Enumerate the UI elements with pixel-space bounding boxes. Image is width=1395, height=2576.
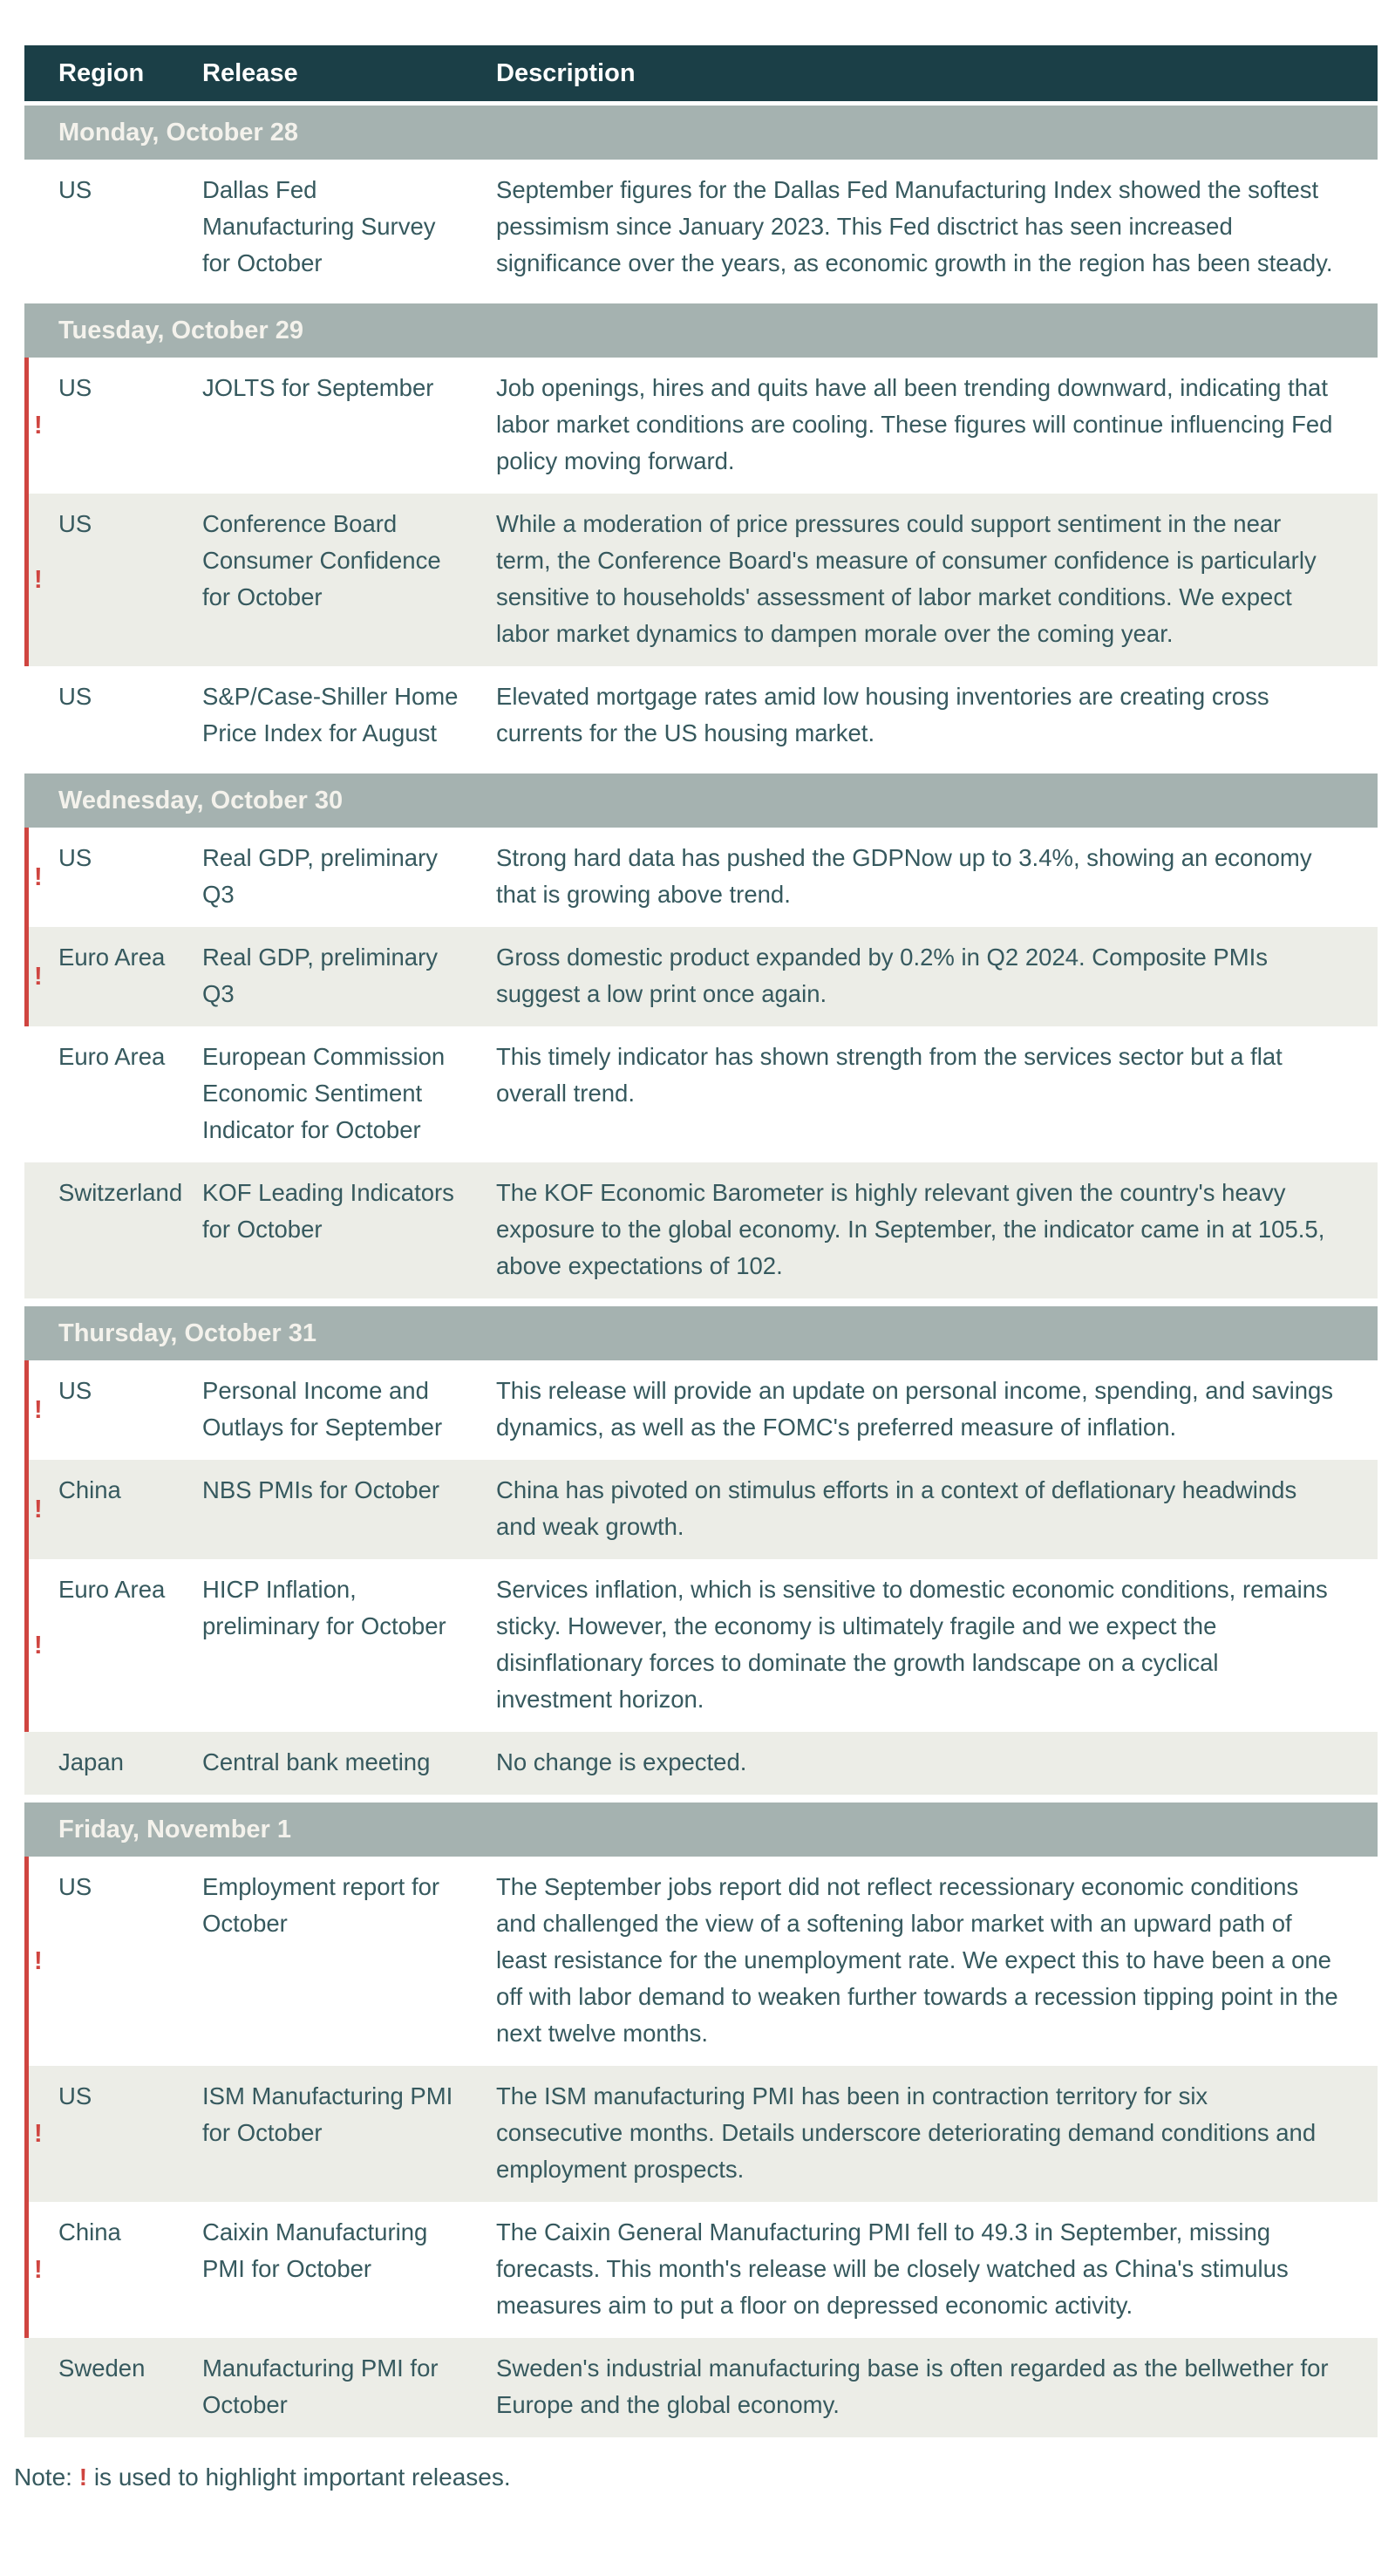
row-region: Japan bbox=[58, 1748, 124, 1775]
section-rows bbox=[24, 1857, 1378, 2437]
row-region: Sweden bbox=[58, 2355, 146, 2382]
row-description: The Caixin General Manufacturing PMI fell to 49.3 in September, missing forecasts. This month's release will be closely watched as China's stimulus measures aim to put a floor on depressed economic activity. bbox=[496, 2218, 1289, 2319]
important-marker: ! bbox=[34, 2256, 43, 2284]
row-description: Sweden's industrial manufacturing base is often regarded as the bellwether for Europe and the global economy. bbox=[496, 2355, 1329, 2418]
row-release: HICP Inflation, preliminary for October bbox=[202, 1576, 446, 1639]
column-header-region: Region bbox=[58, 59, 145, 87]
row-region: Euro Area bbox=[58, 944, 166, 971]
row-description: China has pivoted on stimulus efforts in a context of deflationary headwinds and weak growth. bbox=[496, 1476, 1297, 1540]
row-release: S&P/Case-Shiller Home Price Index for August bbox=[202, 683, 459, 746]
row-region: China bbox=[58, 1476, 121, 1503]
row-region: US bbox=[58, 1873, 92, 1900]
row-region: US bbox=[58, 510, 92, 537]
row-description: While a moderation of price pressures could support sentiment in the near term, the Conference Board's measure of consumer confidence is particularly sensitive to households' assessment of labor market conditions. We expect labor market dynamics to dampen morale over the coming year. bbox=[496, 510, 1317, 647]
important-marker-legend: ! bbox=[78, 2464, 88, 2491]
row-description: Services inflation, which is sensitive to domestic economic conditions, remains sticky. However, the economy is ultimately fragile and we expect the disinflationary forces to dominate the growth landscape on a cyclical investment horizon. bbox=[496, 1576, 1328, 1713]
table-row bbox=[24, 2202, 1378, 2338]
row-description: Job openings, hires and quits have all been trending downward, indicating that labor market conditions are cooling. These figures will continue influencing Fed policy moving forward. bbox=[496, 374, 1333, 474]
row-release: Caixin Manufacturing PMI for October bbox=[202, 2218, 428, 2282]
table-header bbox=[24, 45, 1378, 101]
day-section bbox=[24, 773, 1378, 1298]
row-description: September figures for the Dallas Fed Manufacturing Index showed the softest pessimism since January 2023. This Fed disctrict has seen increased significance over the years, as economic growth in the region has been steady. bbox=[496, 176, 1333, 276]
table-row bbox=[24, 1360, 1378, 1460]
row-release: Real GDP, preliminary Q3 bbox=[202, 844, 439, 908]
row-region: Switzerland bbox=[58, 1179, 183, 1206]
row-release: European Commission Economic Sentiment Indicator for October bbox=[202, 1043, 446, 1143]
day-header: Monday, October 28 bbox=[24, 106, 1378, 160]
important-marker: ! bbox=[34, 412, 43, 440]
table-row bbox=[24, 1026, 1378, 1162]
day-section bbox=[24, 106, 1378, 296]
row-release: NBS PMIs for October bbox=[202, 1476, 440, 1503]
table-row bbox=[24, 2338, 1378, 2437]
row-region: US bbox=[58, 2082, 92, 2109]
row-region: China bbox=[58, 2218, 121, 2245]
table-row bbox=[24, 666, 1378, 766]
table-row bbox=[24, 494, 1378, 666]
row-release: Central bank meeting bbox=[202, 1748, 431, 1775]
calendar-table bbox=[24, 45, 1378, 2437]
day-header: Tuesday, October 29 bbox=[24, 303, 1378, 358]
table-row bbox=[24, 1162, 1378, 1298]
section-rows bbox=[24, 828, 1378, 1298]
row-release: Conference Board Consumer Confidence for October bbox=[202, 510, 441, 610]
row-description: Gross domestic product expanded by 0.2% in Q2 2024. Composite PMIs suggest a low print once again. bbox=[496, 944, 1269, 1007]
row-release: JOLTS for September bbox=[202, 374, 434, 401]
row-release: Real GDP, preliminary Q3 bbox=[202, 944, 439, 1007]
section-rows bbox=[24, 358, 1378, 766]
important-marker: ! bbox=[34, 1396, 43, 1424]
important-marker: ! bbox=[34, 963, 43, 991]
day-section bbox=[24, 1803, 1378, 2437]
row-region: US bbox=[58, 683, 92, 710]
table-row bbox=[24, 927, 1378, 1026]
row-release: Personal Income and Outlays for September bbox=[202, 1377, 443, 1441]
row-region: Euro Area bbox=[58, 1576, 166, 1603]
row-description: No change is expected. bbox=[496, 1748, 747, 1775]
footnote-text: is used to highlight important releases. bbox=[93, 2464, 511, 2491]
row-release: Manufacturing PMI for October bbox=[202, 2355, 439, 2418]
important-marker: ! bbox=[34, 1496, 43, 1523]
row-description: The KOF Economic Barometer is highly relevant given the country's heavy exposure to the global economy. In September, the indicator came in at 105.5, above expectations of 102. bbox=[496, 1179, 1325, 1279]
table-row bbox=[24, 1460, 1378, 1559]
row-release: Dallas Fed Manufacturing Survey for October bbox=[202, 176, 436, 276]
row-region: US bbox=[58, 1377, 92, 1404]
important-marker: ! bbox=[34, 863, 43, 891]
row-release: KOF Leading Indicators for October bbox=[202, 1179, 454, 1243]
table-row bbox=[24, 1732, 1378, 1795]
day-section bbox=[24, 1306, 1378, 1795]
table-row bbox=[24, 1559, 1378, 1732]
row-description: The ISM manufacturing PMI has been in contraction territory for six consecutive months. Details underscore deteriorating demand conditions and employment prospects. bbox=[496, 2082, 1317, 2183]
important-marker: ! bbox=[34, 2120, 43, 2148]
sections bbox=[24, 106, 1378, 2437]
table-row bbox=[24, 1857, 1378, 2066]
row-description: This release will provide an update on personal income, spending, and savings dynamics, as well as the FOMC's preferred measure of inflation. bbox=[496, 1377, 1334, 1441]
important-marker: ! bbox=[34, 1947, 43, 1975]
day-header: Thursday, October 31 bbox=[24, 1306, 1378, 1360]
row-region: US bbox=[58, 374, 92, 401]
day-section bbox=[24, 303, 1378, 766]
important-marker: ! bbox=[34, 1632, 43, 1659]
row-region: US bbox=[58, 176, 92, 203]
row-region: US bbox=[58, 844, 92, 871]
table-row bbox=[24, 2066, 1378, 2202]
row-description: The September jobs report did not reflect recessionary economic conditions and challenged the view of a softening labor market with an upward path of least resistance for the unemployment rate. We expect this to have been a one off with labor demand to weaken further towards a recession tipping point in the next twelve months. bbox=[496, 1873, 1338, 2047]
column-header-description: Description bbox=[496, 59, 636, 87]
table-row bbox=[24, 160, 1378, 296]
important-marker: ! bbox=[34, 566, 43, 594]
section-rows bbox=[24, 1360, 1378, 1795]
day-header: Wednesday, October 30 bbox=[24, 773, 1378, 828]
day-header: Friday, November 1 bbox=[24, 1803, 1378, 1857]
table-row bbox=[24, 358, 1378, 494]
row-release: ISM Manufacturing PMI for October bbox=[202, 2082, 453, 2146]
row-description: Elevated mortgage rates amid low housing inventories are creating cross currents for the US housing market. bbox=[496, 683, 1269, 746]
table-row bbox=[24, 828, 1378, 927]
section-rows bbox=[24, 160, 1378, 296]
row-release: Employment report for October bbox=[202, 1873, 440, 1937]
column-header-release: Release bbox=[202, 59, 298, 87]
row-description: Strong hard data has pushed the GDPNow up to 3.4%, showing an economy that is growing above trend. bbox=[496, 844, 1312, 908]
footnote bbox=[14, 2460, 1378, 2495]
footnote-prefix: Note: bbox=[14, 2464, 72, 2491]
row-region: Euro Area bbox=[58, 1043, 166, 1070]
row-description: This timely indicator has shown strength from the services sector but a flat overall trend. bbox=[496, 1043, 1283, 1107]
